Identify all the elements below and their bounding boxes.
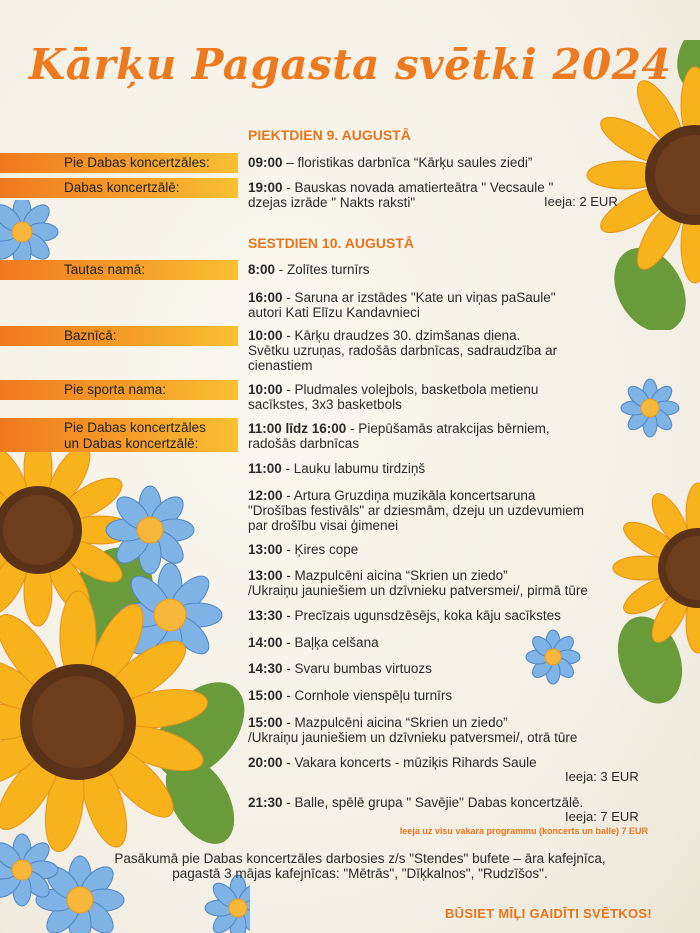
event-text: - Saruna ar izstādes "Kate un viņas paSaule": [282, 290, 556, 305]
event-text: - Kārķu draudzes 30. dzimšanas diena.: [282, 328, 521, 343]
event-text: - Precīzais ugunsdzēsējs, koka kāju sacīkstes: [282, 608, 561, 623]
event-time: 13:00: [248, 568, 283, 583]
footer-info: [20, 851, 700, 881]
day2-heading: SESTDIEN 10. AUGUSTĀ: [248, 235, 414, 251]
label-tautas-nama: Tautas namā:: [0, 260, 238, 280]
event-text-line2: "Drošības festivāls" ar dziesmām, dzeju un uzdevumiem: [248, 503, 584, 518]
event-item: [248, 328, 557, 373]
event-item: [248, 461, 425, 476]
event-time: 13:30: [248, 608, 283, 623]
event-text-line2: Svētku uzruņas, radošās darbnīcas, sadraudzība ar: [248, 343, 558, 358]
event-text: - Mazpulcēni aicina “Skrien un ziedo”: [282, 568, 508, 583]
event-time: 8:00: [248, 262, 276, 277]
event-item: [248, 608, 561, 623]
event-item: [248, 661, 432, 676]
event-text-line3: par drošību visai ģimenei: [248, 518, 399, 533]
label-line1: Pie Dabas koncertzāles: [64, 420, 206, 435]
event-time: 14:00: [248, 635, 283, 650]
event-text-line2: dzejas izrāde " Nakts raksti": [248, 195, 416, 210]
event-text: - Mazpulcēni aicina “Skrien un ziedo”: [282, 715, 508, 730]
event-time: 19:00: [248, 180, 283, 195]
event-item: [248, 568, 588, 598]
event-item: [248, 635, 379, 650]
event-text-line3: cienastiem: [248, 358, 313, 373]
event-time: 13:00: [248, 542, 283, 557]
event-text: - Piepūšamās atrakcijas bērniem,: [346, 421, 550, 436]
label-sporta-nama: Pie sporta nama:: [0, 380, 238, 400]
event-time: 15:00: [248, 715, 283, 730]
closing-text: BŪSIET MĪĻI GAIDĪTI SVĒTKOS!: [444, 906, 652, 921]
event-time: 16:00: [248, 290, 283, 305]
event-text: - Artura Gruzdiņa muzikāla koncertsaruna: [282, 488, 536, 503]
event-time: 14:30: [248, 661, 283, 676]
label-dabas-koncertzales: [0, 418, 238, 452]
event-item: [248, 715, 577, 745]
label-dabas-koncertzale: Dabas koncertzālē:: [0, 178, 238, 198]
event-floristika: [248, 155, 532, 170]
event-text-line2: autori Kati Elīzu Kandavnieci: [248, 305, 420, 320]
event-item: [248, 688, 452, 703]
event-time: 10:00: [248, 328, 283, 343]
blue-flower-mid-right-icon: [524, 628, 582, 686]
sunflower-right-lower-icon: [600, 480, 700, 710]
event-text: - Lauku labumu tirdziņš: [281, 461, 426, 476]
event-text: – floristikas darbnīca “Kārķu saules ziedi”: [282, 155, 533, 170]
blue-flower-right-icon: [620, 378, 680, 438]
event-time: 12:00: [248, 488, 283, 503]
event-teatris: [248, 180, 553, 210]
event-item: [248, 382, 538, 412]
page-title: Kārķu Pagasta svētki 2024: [28, 40, 672, 89]
label-pie-dabas: Pie Dabas koncertzāles:: [0, 153, 238, 173]
event-time: 20:00: [248, 755, 283, 770]
price-label: Ieeja: 3 EUR: [565, 769, 639, 784]
event-time: 15:00: [248, 688, 283, 703]
event-text: - Zolītes turnīrs: [275, 262, 370, 277]
evening-program-note: Ieeja uz visu vakara programmu (koncerts un balle) 7 EUR: [399, 826, 648, 836]
event-item: [248, 262, 370, 277]
event-item: [248, 795, 583, 810]
event-item: [248, 290, 556, 320]
event-text: - Bauskas novada amatierteātra " Vecsaule ": [282, 180, 554, 195]
event-text: - Baļķa celšana: [282, 635, 379, 650]
event-item: [248, 488, 584, 533]
event-text-line2: /Ukraiņu jauniešiem un dzīvnieku patversmei/, otrā tūre: [248, 730, 578, 745]
price-label: Ieeja: 7 EUR: [565, 809, 639, 824]
event-item: [248, 755, 537, 770]
event-text: - Svaru bumbas virtuozs: [282, 661, 432, 676]
event-text-line2: radošās darbnīcas: [248, 436, 360, 451]
day1-heading: PIEKTDIEN 9. AUGUSTĀ: [248, 127, 411, 143]
event-text-line2: sacīkstes, 3x3 basketbols: [248, 397, 402, 412]
event-text: - Balle, spēlē grupa " Savējie" Dabas koncertzālē.: [282, 795, 584, 810]
event-time: 21:30: [248, 795, 283, 810]
footer-line2: pagastā 3 mājas kafejnīcas: "Mētrās", "Dīķkalnos", "Rudzīšos".: [172, 866, 548, 881]
event-time: 11:00: [248, 461, 282, 476]
footer-line1: Pasākumā pie Dabas koncertzāles darbosies z/s "Stendes" bufete – āra kafejnīca,: [114, 851, 606, 866]
event-text: - Pludmales volejbols, basketbola metienu: [282, 382, 539, 397]
price-label: Ieeja: 2 EUR: [544, 194, 618, 209]
event-text-line2: /Ukraiņu jauniešiem un dzīvnieku patversmei/, pirmā tūre: [248, 583, 588, 598]
event-item: [248, 542, 358, 557]
event-text: - Vakara koncerts - mūziķis Rihards Saule: [282, 755, 537, 770]
event-time: 10:00: [248, 382, 283, 397]
label-line2: un Dabas koncertzālē:: [64, 436, 199, 451]
event-text: - Ķires cope: [282, 542, 359, 557]
event-time: 09:00: [248, 155, 283, 170]
event-text: - Cornhole vienspēļu turnīrs: [282, 688, 453, 703]
label-baznica: Baznīcā:: [0, 326, 238, 346]
event-item: [248, 421, 550, 451]
event-time: 11:00 līdz 16:00: [248, 421, 347, 436]
